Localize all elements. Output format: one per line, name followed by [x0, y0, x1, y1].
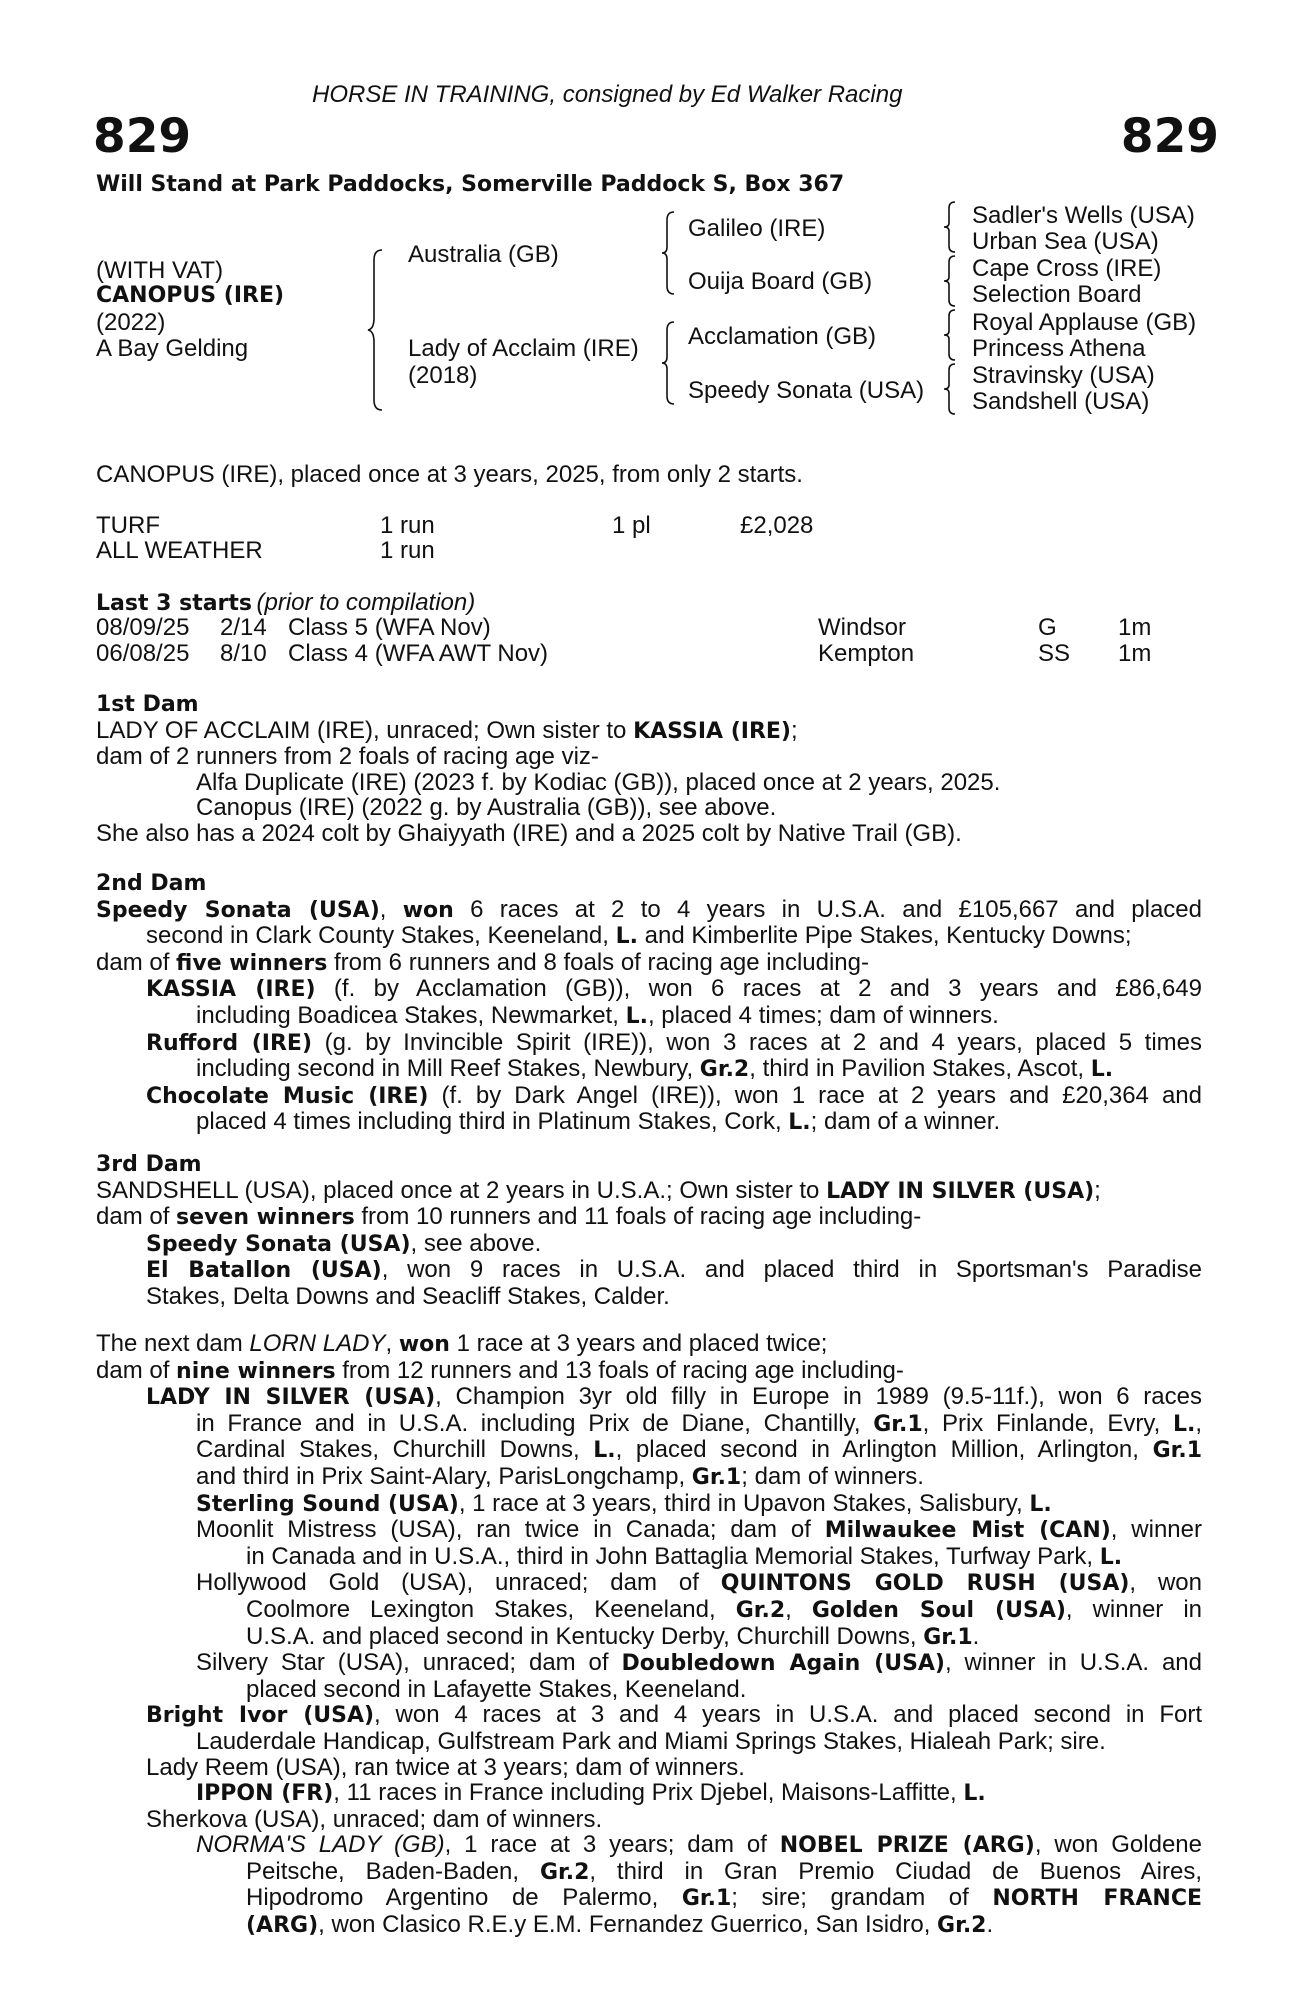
- horse-description: A Bay Gelding: [96, 335, 249, 362]
- pedigree-ggp-6: Princess Athena: [972, 335, 1146, 362]
- record-placed: 1 pl: [612, 512, 651, 539]
- stand-location: Will Stand at Park Paddocks, Somerville Paddock S, Box 367: [96, 172, 845, 197]
- record-runs: 1 run: [380, 512, 435, 539]
- horse-year: (2022): [96, 309, 166, 336]
- next-dam-produce: Bright Ivor (USA), won 4 races at 3 and 4 years in U.S.A. and placed second in Fort: [146, 1701, 1202, 1729]
- first-dam-line: She also has a 2024 colt by Ghaiyyath (IRE) and a 2025 colt by Native Trail (GB).: [96, 819, 962, 847]
- pedigree-sire-sire: Galileo (IRE): [688, 215, 826, 242]
- first-dam-section: [96, 692, 1202, 847]
- second-dam-section: [96, 871, 1202, 1136]
- pedigree-brace-sire: [662, 212, 678, 294]
- next-dam-produce: Hollywood Gold (USA), unraced; dam of QUINTONS GOLD RUSH (USA), won: [196, 1569, 1202, 1597]
- next-dam-produce: LADY IN SILVER (USA), Champion 3yr old filly in Europe in 1989 (9.5-11f.), won 6 races: [146, 1383, 1202, 1411]
- record-surface: TURF: [96, 512, 160, 539]
- start-class: Class 4 (WFA AWT Nov): [288, 640, 549, 667]
- second-dam-produce: Rufford (IRE) (g. by Invincible Spirit (IRE)), won 3 races at 2 and 4 years, placed 5 times: [146, 1028, 1202, 1056]
- first-dam-line: dam of 2 runners from 2 foals of racing age viz-: [96, 743, 599, 771]
- second-dam-line: second in Clark County Stakes, Keeneland, L. and Kimberlite Pipe Stakes, Kentucky Downs;: [146, 922, 1132, 950]
- pedigree-ggp-4: Selection Board: [972, 281, 1142, 308]
- pedigree-dam-dam: Speedy Sonata (USA): [688, 377, 925, 404]
- next-dam-produce: Lady Reem (USA), ran twice at 3 years; dam of winners.: [146, 1753, 745, 1781]
- third-dam-section: [96, 1152, 1202, 1310]
- next-dam-produce: Sherkova (USA), unraced; dam of winners.: [146, 1805, 603, 1833]
- pedigree-sire: Australia (GB): [408, 241, 559, 268]
- pedigree-dam-sire: Acclamation (GB): [688, 323, 877, 350]
- next-dam-produce: Peitsche, Baden-Baden, Gr.2, third in Gran Premio Ciudad de Buenos Aires,: [246, 1857, 1202, 1885]
- pedigree-brace-g1: [944, 202, 958, 252]
- start-position: 8/10: [220, 640, 267, 667]
- third-dam-line: SANDSHELL (USA), placed once at 2 years in U.S.A.; Own sister to LADY IN SILVER (USA);: [96, 1176, 1101, 1204]
- lot-number-left: 829: [93, 109, 192, 164]
- first-dam-heading: 1st Dam: [96, 692, 199, 717]
- first-dam-produce: Canopus (IRE) (2022 g. by Australia (GB)), see above.: [196, 794, 777, 822]
- pedigree-brace-dam: [662, 322, 678, 404]
- next-dam-line: The next dam LORN LADY, won 1 race at 3 years and placed twice;: [96, 1330, 828, 1357]
- second-dam-produce: including second in Mill Reef Stakes, Newbury, Gr.2, third in Pavilion Stakes, Ascot, L.: [196, 1055, 1114, 1083]
- record-prize: £2,028: [740, 512, 814, 539]
- third-dam-produce: El Batallon (USA), won 9 races in U.S.A. and placed third in Sportsman's Paradise: [146, 1256, 1202, 1284]
- consignment-line: HORSE IN TRAINING, consigned by Ed Walker Racing: [312, 81, 903, 108]
- start-class: Class 5 (WFA Nov): [288, 614, 491, 641]
- start-date: 06/08/25: [96, 640, 190, 667]
- second-dam-line: dam of five winners from 6 runners and 8 foals of racing age including-: [96, 948, 869, 976]
- start-date: 08/09/25: [96, 614, 190, 641]
- start-going: G: [1038, 614, 1057, 641]
- next-dam-produce: in France and in U.S.A. including Prix de Diane, Chantilly, Gr.1, Prix Finlande, Evry, L.,: [196, 1409, 1202, 1437]
- next-dam-produce: IPPON (FR), 11 races in France including Prix Djebel, Maisons-Laffitte, L.: [196, 1779, 986, 1807]
- next-dam-produce: Silvery Star (USA), unraced; dam of Doubledown Again (USA), winner in U.S.A. and: [196, 1649, 1202, 1677]
- start-course: Kempton: [818, 640, 915, 667]
- start-distance: 1m: [1118, 640, 1152, 667]
- record-surface: ALL WEATHER: [96, 537, 263, 564]
- next-dam-line: dam of nine winners from 12 runners and 13 foals of racing age including-: [96, 1356, 904, 1384]
- third-dam-produce: Stakes, Delta Downs and Seacliff Stakes, Calder.: [146, 1282, 670, 1310]
- start-position: 2/14: [220, 614, 267, 641]
- pedigree-ggp-7: Stravinsky (USA): [972, 362, 1155, 389]
- race-summary: CANOPUS (IRE), placed once at 3 years, 2025, from only 2 starts.: [96, 461, 803, 488]
- second-dam-produce: KASSIA (IRE) (f. by Acclamation (GB)), won 6 races at 2 and 3 years and £86,649: [146, 975, 1203, 1003]
- next-dam-produce: U.S.A. and placed second in Kentucky Derby, Churchill Downs, Gr.1.: [246, 1622, 980, 1650]
- pedigree-ggp-8: Sandshell (USA): [972, 388, 1150, 415]
- first-dam-produce: Alfa Duplicate (IRE) (2023 f. by Kodiac (GB)), placed once at 2 years, 2025.: [196, 768, 1001, 796]
- lot-number-right: 829: [1120, 109, 1219, 164]
- pedigree-sire-dam: Ouija Board (GB): [688, 268, 873, 295]
- next-dam-produce: (ARG), won Clasico R.E.y E.M. Fernandez Guerrico, San Isidro, Gr.2.: [246, 1911, 994, 1939]
- third-dam-produce: Speedy Sonata (USA), see above.: [146, 1229, 542, 1257]
- vat-note: (WITH VAT): [96, 257, 224, 284]
- next-dam-produce: Lauderdale Handicap, Gulfstream Park and Miami Springs Stakes, Hialeah Park; sire.: [196, 1727, 1106, 1755]
- pedigree-ggp-5: Royal Applause (GB): [972, 309, 1197, 336]
- pedigree-brace-g3: [944, 310, 958, 360]
- next-dam-produce: and third in Prix Saint-Alary, ParisLongchamp, Gr.1; dam of winners.: [196, 1462, 924, 1490]
- pedigree-ggp-2: Urban Sea (USA): [972, 228, 1159, 255]
- last-starts-title: Last 3 starts: [96, 591, 253, 616]
- start-course: Windsor: [818, 614, 907, 641]
- next-dam-produce: Coolmore Lexington Stakes, Keeneland, Gr.2, Golden Soul (USA), winner in: [246, 1595, 1202, 1623]
- first-dam-line: LADY OF ACCLAIM (IRE), unraced; Own sister to KASSIA (IRE);: [96, 716, 798, 744]
- next-dam-produce: Cardinal Stakes, Churchill Downs, L., placed second in Arlington Million, Arlington, Gr.1: [196, 1436, 1202, 1464]
- pedigree-dam-year: (2018): [408, 362, 478, 389]
- second-dam-heading: 2nd Dam: [96, 871, 207, 896]
- pedigree-dam: Lady of Acclaim (IRE): [408, 335, 639, 362]
- next-dam-produce: Sterling Sound (USA), 1 race at 3 years, third in Upavon Stakes, Salisbury, L.: [196, 1489, 1052, 1517]
- third-dam-line: dam of seven winners from 10 runners and 11 foals of racing age including-: [96, 1203, 922, 1231]
- pedigree-ggp-3: Cape Cross (IRE): [972, 255, 1162, 282]
- pedigree-brace-g2: [944, 256, 958, 306]
- next-dam-produce: NORMA'S LADY (GB), 1 race at 3 years; dam of NOBEL PRIZE (ARG), won Goldene: [196, 1831, 1203, 1859]
- pedigree-brace-g4: [944, 364, 958, 414]
- pedigree-brace-main: [368, 250, 388, 410]
- start-distance: 1m: [1118, 614, 1152, 641]
- next-dam-produce: Moonlit Mistress (USA), ran twice in Canada; dam of Milwaukee Mist (CAN), winner: [196, 1516, 1202, 1544]
- pedigree-ggp-1: Sadler's Wells (USA): [972, 202, 1195, 229]
- third-dam-heading: 3rd Dam: [96, 1152, 202, 1177]
- next-dam-produce: Hipodromo Argentino de Palermo, Gr.1; sire; grandam of NORTH FRANCE: [246, 1884, 1203, 1912]
- start-going: SS: [1038, 640, 1071, 667]
- horse-name: CANOPUS (IRE): [96, 283, 285, 308]
- second-dam-line: Speedy Sonata (USA), won 6 races at 2 to 4 years in U.S.A. and £105,667 and placed: [96, 895, 1203, 923]
- next-dam-section: [96, 1331, 1202, 1939]
- second-dam-produce: placed 4 times including third in Platinum Stakes, Cork, L.; dam of a winner.: [196, 1108, 1001, 1136]
- second-dam-produce: Chocolate Music (IRE) (f. by Dark Angel (IRE)), won 1 race at 2 years and £20,364 and: [146, 1081, 1202, 1109]
- last-starts-subtitle: (prior to compilation): [256, 589, 476, 616]
- last-starts-heading: [96, 589, 475, 617]
- record-runs: 1 run: [380, 537, 435, 564]
- second-dam-produce: including Boadicea Stakes, Newmarket, L., placed 4 times; dam of winners.: [196, 1001, 999, 1029]
- next-dam-produce: placed second in Lafayette Stakes, Keeneland.: [246, 1675, 747, 1703]
- next-dam-produce: in Canada and in U.S.A., third in John Battaglia Memorial Stakes, Turfway Park, L.: [246, 1542, 1123, 1570]
